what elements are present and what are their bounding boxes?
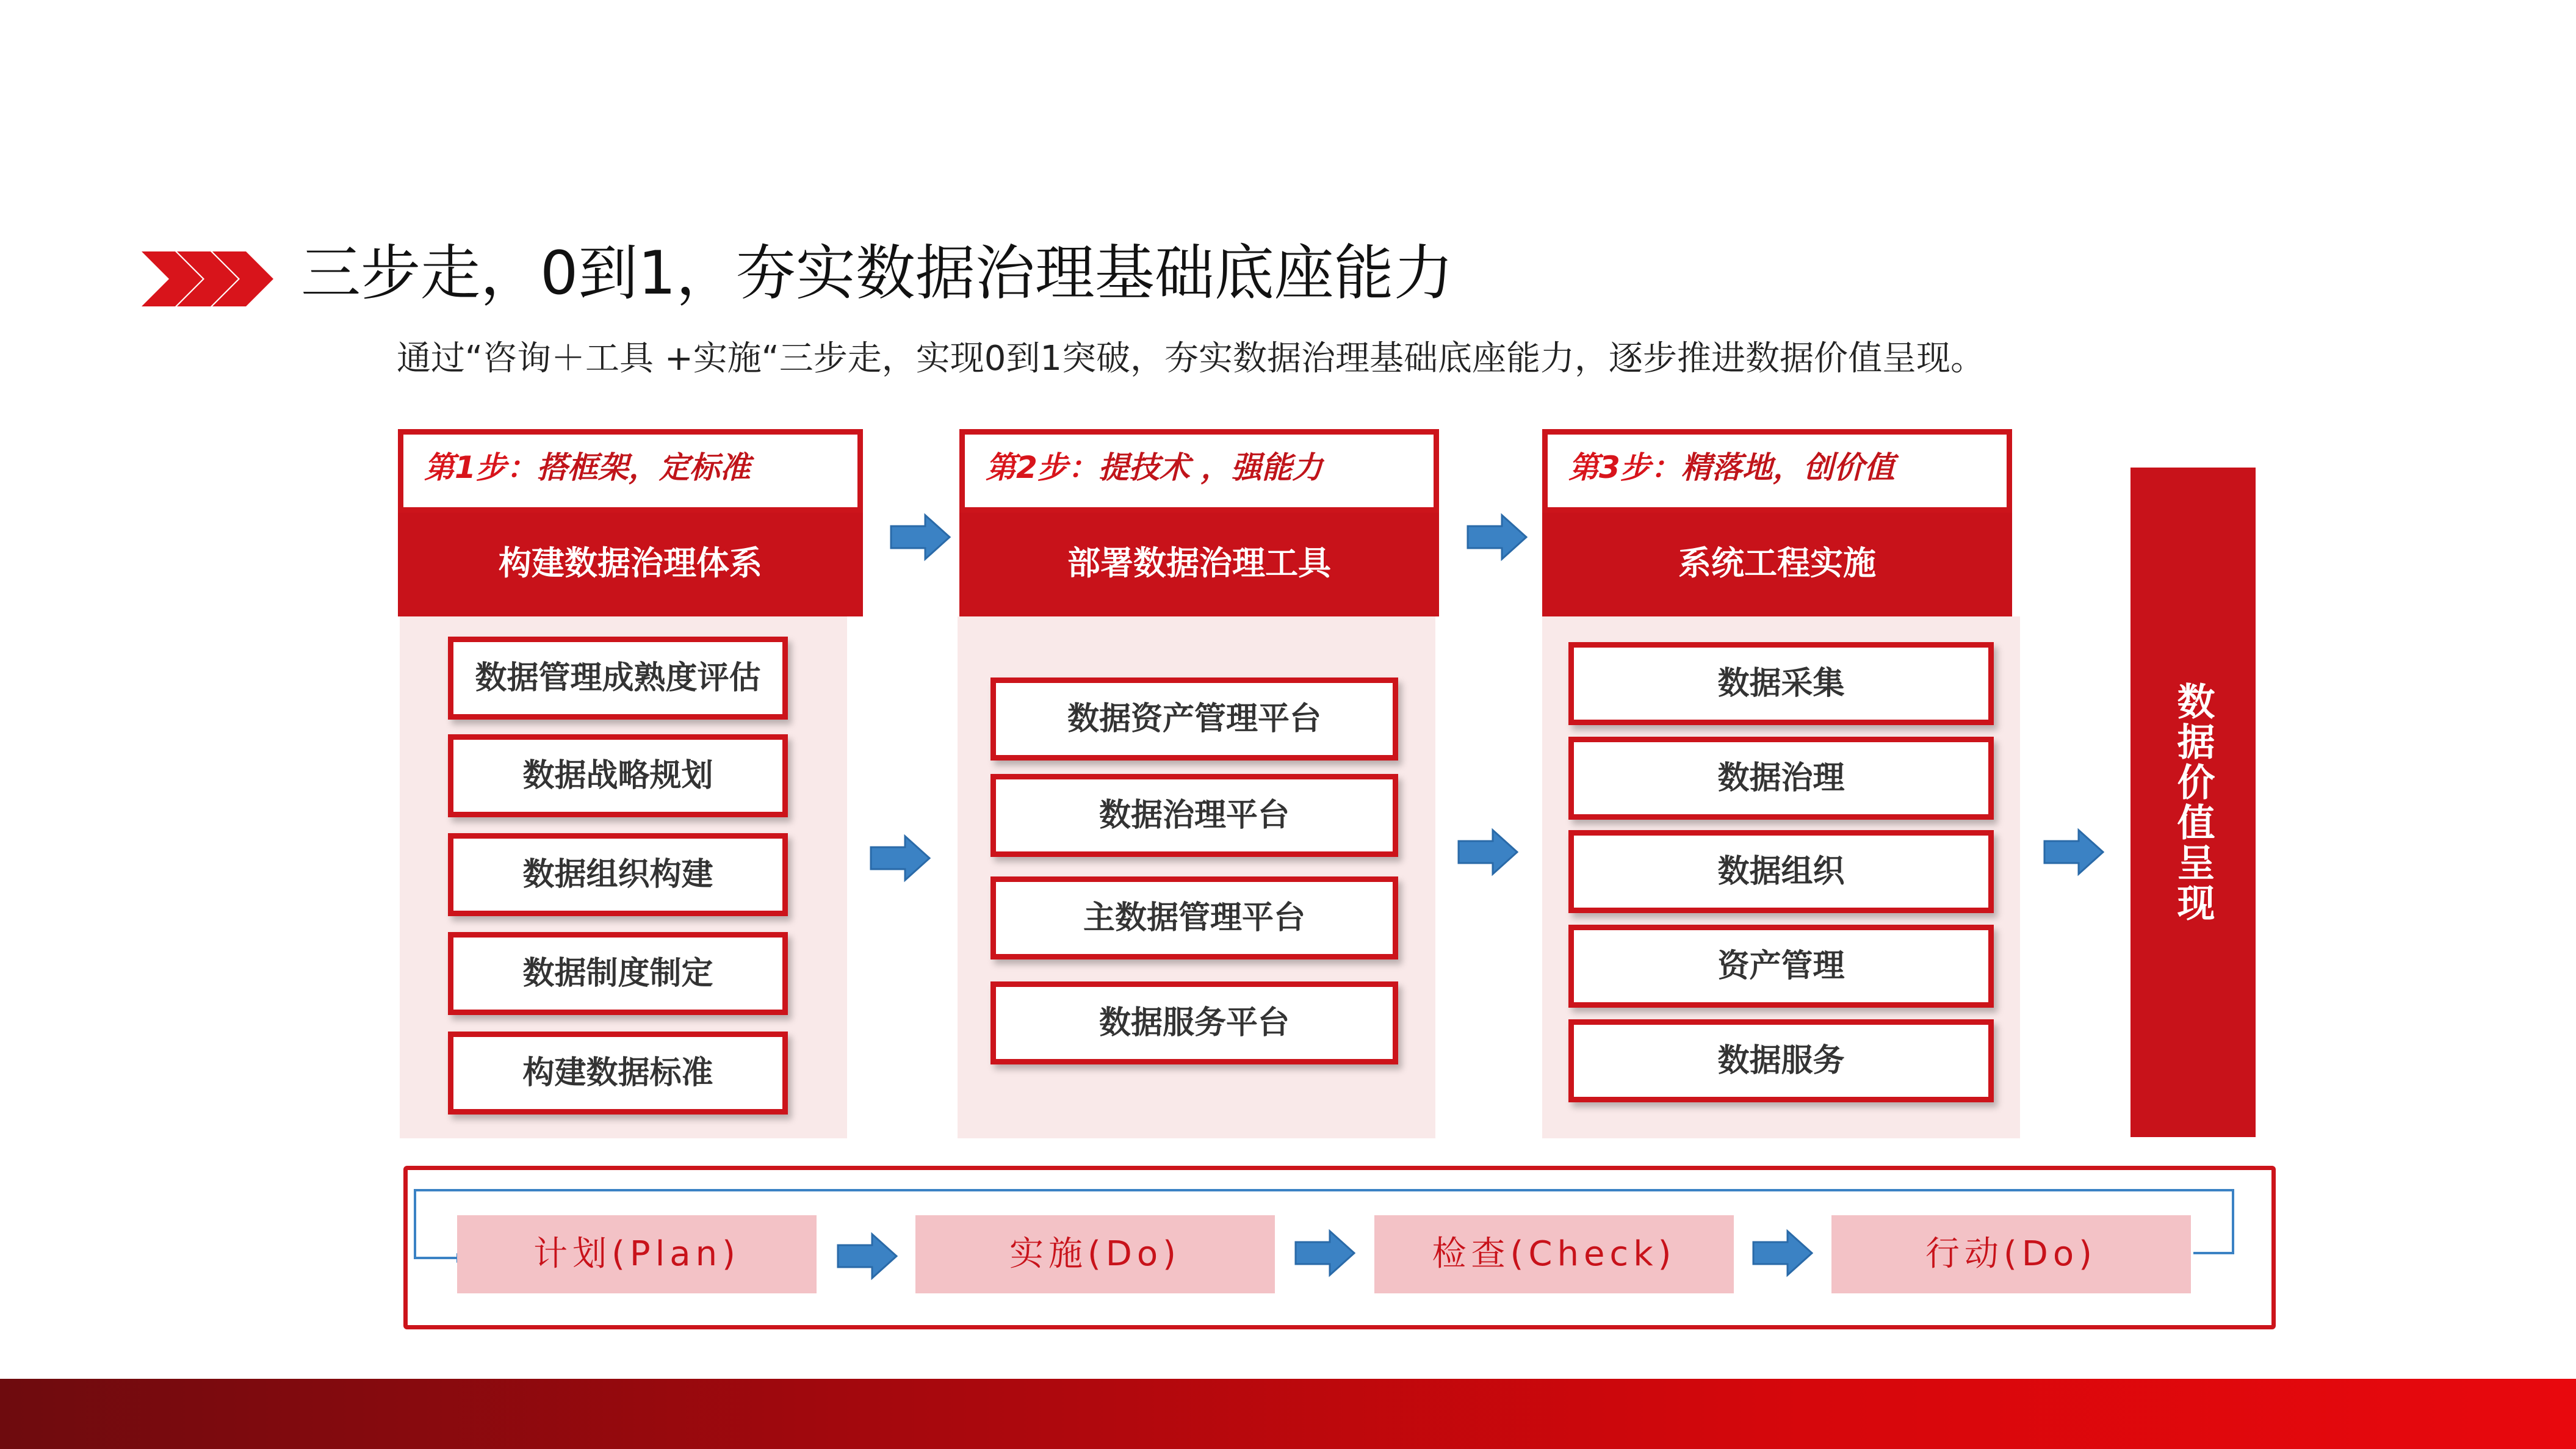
pdca-plan: 计划(Plan) xyxy=(457,1215,817,1293)
step1-tagline: 搭框架，定标准 xyxy=(536,450,751,485)
step2-item: 数据治理平台 xyxy=(990,774,1398,857)
step1-number: 第1步： xyxy=(424,450,537,485)
arrow-right-icon xyxy=(870,834,931,883)
step3-label-box xyxy=(1542,429,2012,513)
pdca-act: 行动(Do) xyxy=(1831,1215,2191,1293)
arrow-right-icon xyxy=(1467,513,1528,562)
step3-item: 数据采集 xyxy=(1568,642,1994,725)
step3-header: 系统工程实施 xyxy=(1542,513,2012,616)
page-title: 三步走，0到1，夯实数据治理基础底座能力 xyxy=(301,239,1454,308)
pdca-do: 实施(Do) xyxy=(915,1215,1275,1293)
arrow-right-icon xyxy=(890,513,951,562)
step2-item: 数据资产管理平台 xyxy=(990,678,1398,761)
step3-item: 资产管理 xyxy=(1568,925,1994,1008)
step1-item: 数据组织构建 xyxy=(448,833,788,916)
step3-number: 第3步： xyxy=(1568,450,1681,485)
page-subtitle: 通过“咨询＋工具 +实施“三步走，实现0到1突破，夯实数据治理基础底座能力，逐步推进数据价值呈现。 xyxy=(397,339,1985,378)
step1-label-box xyxy=(398,429,863,513)
step2-tagline: 提技术 ，强能力 xyxy=(1098,450,1323,485)
arrow-right-icon xyxy=(837,1232,898,1281)
step1-item: 数据管理成熟度评估 xyxy=(448,637,788,720)
step3-tagline: 精落地，创价值 xyxy=(1681,450,1895,485)
step3-item: 数据治理 xyxy=(1568,737,1994,820)
step3-item: 数据组织 xyxy=(1568,830,1994,913)
pdca-check: 检查(Check) xyxy=(1374,1215,1734,1293)
data-value-result: 数据价值呈现 xyxy=(2130,468,2256,1137)
step1-item: 数据战略规划 xyxy=(448,734,788,817)
step2-label-box xyxy=(959,429,1439,513)
arrow-right-icon xyxy=(1752,1229,1813,1277)
step1-item: 构建数据标准 xyxy=(448,1032,788,1115)
arrow-right-icon xyxy=(1457,828,1518,876)
footer-band xyxy=(0,1379,2576,1449)
step1-item: 数据制度制定 xyxy=(448,932,788,1015)
step2-header: 部署数据治理工具 xyxy=(959,513,1439,616)
arrow-right-icon xyxy=(2043,828,2104,876)
step3-item: 数据服务 xyxy=(1568,1019,1994,1102)
step2-number: 第2步： xyxy=(986,450,1099,485)
step2-item: 主数据管理平台 xyxy=(990,876,1398,959)
step1-header: 构建数据治理体系 xyxy=(398,513,863,616)
step2-item: 数据服务平台 xyxy=(990,981,1398,1064)
arrow-right-icon xyxy=(1294,1229,1355,1277)
